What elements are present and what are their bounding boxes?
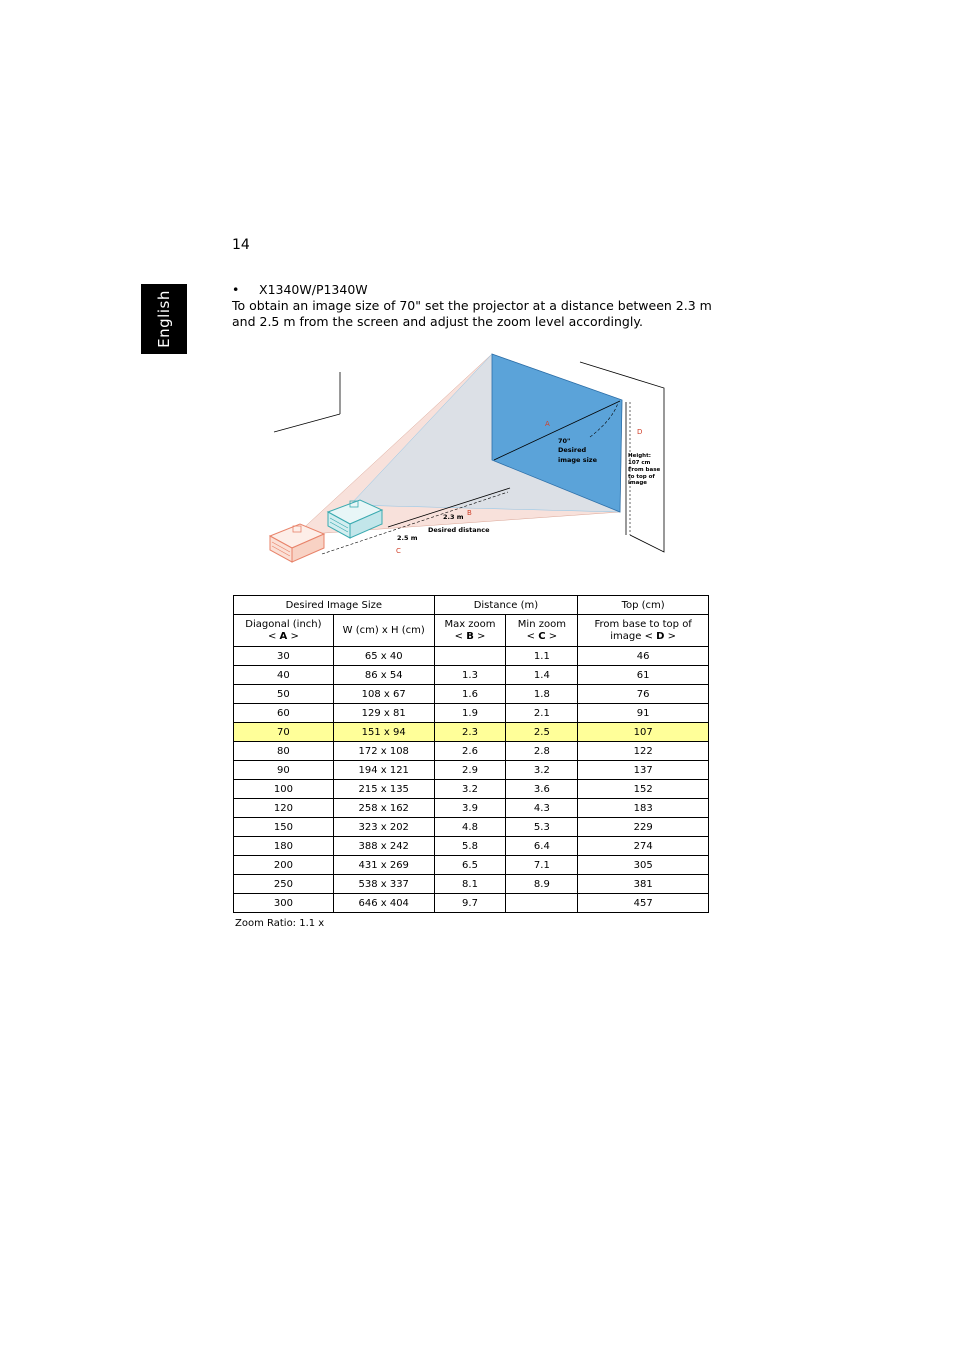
table-cell: 3.9 xyxy=(434,799,506,818)
table-cell: 2.3 xyxy=(434,723,506,742)
height-line2: 107 cm xyxy=(628,460,651,466)
table-row xyxy=(234,856,709,875)
table-cell: 323 x 202 xyxy=(333,818,434,837)
distance-near-label: 2.3 m xyxy=(443,513,464,521)
table-cell: 5.8 xyxy=(434,837,506,856)
group-header-distance: Distance (m) xyxy=(434,596,578,615)
table-cell: 8.1 xyxy=(434,875,506,894)
size-line1: 70" xyxy=(558,437,571,445)
table-row xyxy=(234,799,709,818)
table-cell: 7.1 xyxy=(506,856,578,875)
label-a: A xyxy=(545,420,550,428)
table-cell: 2.5 xyxy=(506,723,578,742)
group-header-image-size: Desired Image Size xyxy=(234,596,435,615)
col-header-diagonal: Diagonal (inch) < A > xyxy=(234,615,334,647)
table-group-header-row xyxy=(234,596,709,615)
table-cell xyxy=(434,647,506,666)
table-cell: 91 xyxy=(578,704,709,723)
table-cell: 1.8 xyxy=(506,685,578,704)
table-cell: 76 xyxy=(578,685,709,704)
table-column-header-row xyxy=(234,615,709,647)
table-cell: 1.4 xyxy=(506,666,578,685)
bullet-icon: • xyxy=(232,282,240,297)
height-line5: image xyxy=(628,480,647,486)
table-cell: 194 x 121 xyxy=(333,761,434,780)
table-cell: 305 xyxy=(578,856,709,875)
table-cell: 274 xyxy=(578,837,709,856)
size-line2: Desired xyxy=(558,446,587,454)
table-cell: 381 xyxy=(578,875,709,894)
height-line4: to top of xyxy=(628,474,655,480)
table-cell: 9.7 xyxy=(434,894,506,913)
table-row xyxy=(234,742,709,761)
language-tab xyxy=(141,284,187,354)
label-d: D xyxy=(637,428,643,436)
table-cell: 122 xyxy=(578,742,709,761)
table-cell: 61 xyxy=(578,666,709,685)
size-line3: image size xyxy=(558,456,597,464)
table-cell: 30 xyxy=(234,647,334,666)
height-line1: Height: xyxy=(628,453,651,459)
table-cell: 1.9 xyxy=(434,704,506,723)
table-cell: 86 x 54 xyxy=(333,666,434,685)
model-bullet xyxy=(232,282,368,297)
col-header-wh: W (cm) x H (cm) xyxy=(333,615,434,647)
table-cell: 120 xyxy=(234,799,334,818)
table-cell: 46 xyxy=(578,647,709,666)
group-header-top: Top (cm) xyxy=(578,596,709,615)
table-cell: 1.3 xyxy=(434,666,506,685)
table-cell: 4.3 xyxy=(506,799,578,818)
table-cell: 2.9 xyxy=(434,761,506,780)
table-cell: 70 xyxy=(234,723,334,742)
distance-caption: Desired distance xyxy=(428,526,490,534)
label-b: B xyxy=(467,509,472,517)
table-cell: 538 x 337 xyxy=(333,875,434,894)
table-cell: 229 xyxy=(578,818,709,837)
table-cell: 60 xyxy=(234,704,334,723)
table-cell: 2.6 xyxy=(434,742,506,761)
table-cell: 5.3 xyxy=(506,818,578,837)
table-cell: 2.8 xyxy=(506,742,578,761)
table-row xyxy=(234,685,709,704)
table-cell: 2.1 xyxy=(506,704,578,723)
label-c: C xyxy=(396,547,401,555)
col-header-min-zoom: Min zoom < C > xyxy=(506,615,578,647)
distance-far-label: 2.5 m xyxy=(397,534,418,542)
table-cell: 215 x 135 xyxy=(333,780,434,799)
table-cell: 3.2 xyxy=(506,761,578,780)
height-line3: From base xyxy=(628,467,661,473)
table-cell: 129 x 81 xyxy=(333,704,434,723)
page-number: 14 xyxy=(232,237,250,253)
table-cell: 150 xyxy=(234,818,334,837)
table-cell: 8.9 xyxy=(506,875,578,894)
table-row xyxy=(234,780,709,799)
col-header-max-zoom: Max zoom < B > xyxy=(434,615,506,647)
table-cell: 6.5 xyxy=(434,856,506,875)
table-cell: 6.4 xyxy=(506,837,578,856)
table-row xyxy=(234,723,709,742)
table-cell: 200 xyxy=(234,856,334,875)
table-cell: 90 xyxy=(234,761,334,780)
table-cell: 457 xyxy=(578,894,709,913)
table-row xyxy=(234,761,709,780)
table-cell: 180 xyxy=(234,837,334,856)
room-floor-line xyxy=(274,414,340,432)
table-cell: 3.2 xyxy=(434,780,506,799)
zoom-ratio-note: Zoom Ratio: 1.1 x xyxy=(235,918,325,929)
model-name: X1340W/P1340W xyxy=(259,282,368,297)
table-cell: 108 x 67 xyxy=(333,685,434,704)
table-cell: 646 x 404 xyxy=(333,894,434,913)
table-row xyxy=(234,666,709,685)
table-row xyxy=(234,875,709,894)
table-cell xyxy=(506,894,578,913)
table-cell: 100 xyxy=(234,780,334,799)
table-cell: 3.6 xyxy=(506,780,578,799)
table-cell: 183 xyxy=(578,799,709,818)
table-cell: 65 x 40 xyxy=(333,647,434,666)
table-cell: 4.8 xyxy=(434,818,506,837)
table-cell: 172 x 108 xyxy=(333,742,434,761)
intro-paragraph: To obtain an image size of 70" set the projector at a distance between 2.3 m and 2.5 m from the screen and adjust the zoom level accordingly. xyxy=(232,298,712,329)
table-row xyxy=(234,704,709,723)
table-row xyxy=(234,837,709,856)
table-row xyxy=(234,894,709,913)
table-cell: 300 xyxy=(234,894,334,913)
table-cell: 80 xyxy=(234,742,334,761)
table-cell: 152 xyxy=(578,780,709,799)
table-cell: 388 x 242 xyxy=(333,837,434,856)
col-header-top: From base to top of image < D > xyxy=(578,615,709,647)
table-cell: 258 x 162 xyxy=(333,799,434,818)
language-tab-label: English xyxy=(155,290,174,348)
table-cell: 151 x 94 xyxy=(333,723,434,742)
table-cell: 50 xyxy=(234,685,334,704)
projection-diagram xyxy=(260,345,680,575)
table-cell: 1.6 xyxy=(434,685,506,704)
table-cell: 1.1 xyxy=(506,647,578,666)
table-cell: 431 x 269 xyxy=(333,856,434,875)
throw-distance-table xyxy=(233,595,709,913)
table-cell: 250 xyxy=(234,875,334,894)
table-row xyxy=(234,818,709,837)
table-cell: 40 xyxy=(234,666,334,685)
table-cell: 137 xyxy=(578,761,709,780)
table-cell: 107 xyxy=(578,723,709,742)
table-row xyxy=(234,647,709,666)
